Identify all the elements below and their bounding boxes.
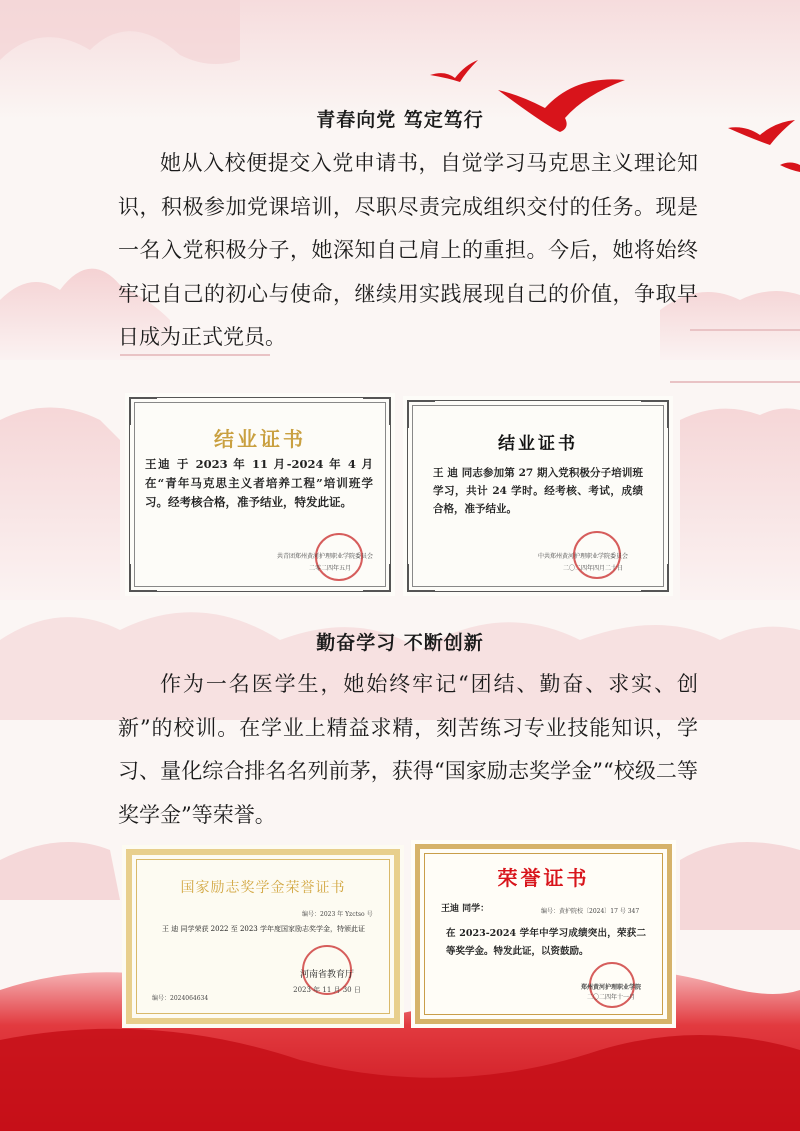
certificate-text: 王 迪 同志参加第 27 期入党积极分子培训班学习，共计 24 学时。经考核、考试，成绩合格，准予结业。 [433,467,643,515]
section-paragraph-party: 她从入校便提交入党申请书，自觉学习马克思主义理论知识，积极参加党课培训，尽职尽责完成组织交付的任务。现是一名入党积极分子，她深知自己肩上的重担。今后，她将始终牢记自己的初心与使命，继续用实践展现自己的价值，争取早日成为正式党员。 [118,151,698,349]
certificate-text: 在 2023-2024 学年中学习成绩突出，荣获二等奖学金。特发此证，以资鼓励。 [446,928,646,957]
certificate-issuer: 郑州黄河护理职业学院 [580,984,641,991]
certificate-date: 二〇二四年四月二十日 [562,565,623,572]
certificate-youth-marxist [125,393,395,596]
certificate-serial: 编号：2024064634 [152,995,209,1002]
section-heading-study: 勤奋学习 不断创新 [316,632,484,654]
certificate-national-scholarship [122,845,404,1028]
certificate-date: 二〇二四年十一月 [586,994,635,1001]
certificate-party-activist [403,396,673,596]
certificate-title: 结业证书 [214,427,306,451]
certificate-honor [411,840,676,1028]
certificate-number: 编号：黄护院校〔2024〕17 号 347 [541,908,640,915]
certificate-title: 结业证书 [498,434,578,454]
certificate-issuer: 中共郑州黄河护理职业学院委员会 [537,553,628,560]
section-paragraph-study: 作为一名医学生，她始终牢记“团结、勤奋、求实、创新”的校训。在学业上精益求精，刻苦练习专业技能知识，学习、量化综合排名名列前茅，获得“国家励志奖学金”“校级二等奖学金”等荣誉。 [118,672,698,827]
section-heading-party: 青春向党 笃定笃行 [316,109,484,131]
certificate-issuer: 共青团郑州黄河护理职业学院委员会 [276,553,373,560]
certificate-text: 王 迪 同学荣获 2022 至 2023 学年度国家励志奖学金，特颁此证 [162,925,365,933]
certificate-title: 国家励志奖学金荣誉证书 [180,880,346,896]
certificate-date: 2023 年 11 月 30 日 [293,986,361,994]
certificate-issuer: 河南省教育厅 [299,970,354,980]
certificate-text: 王迪 于 2023 年 11 月-2024 年 4 月在“青年马克思主义者培养工程”培训班学习。经考核合格，准予结业，特发此证。 [145,457,373,509]
certificate-recipient: 王迪 同学： [441,904,490,914]
certificate-title: 荣誉证书 [497,866,590,890]
certificate-number: 编号：2023 年 Yzctso 号 [302,911,373,918]
certificate-date: 二零二四年五月 [308,565,351,572]
